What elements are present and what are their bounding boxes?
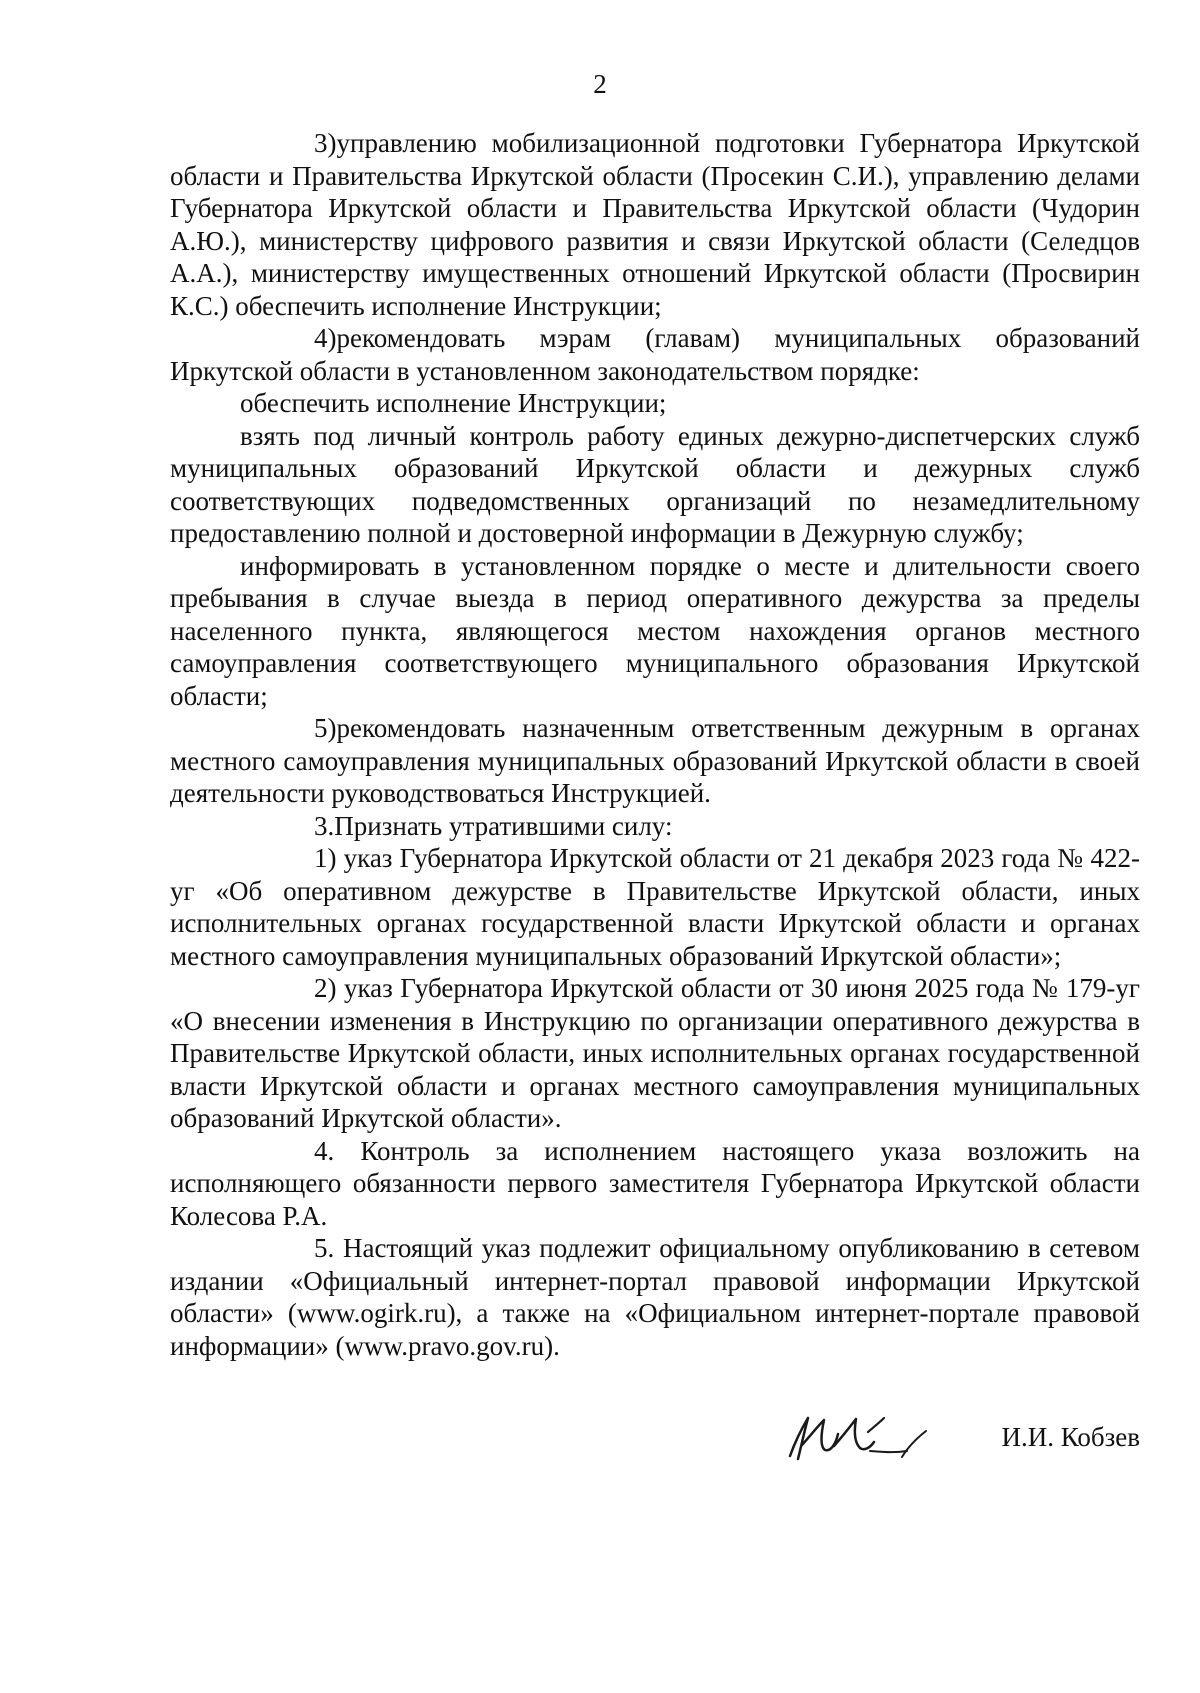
paragraph-text: рекомендовать назначенным ответственным дежурным в органах местного самоуправления муниципальных образований Иркутской области в своей деятельности руководствоваться Инструкцией. (170, 713, 1140, 808)
paragraph-marker: 3. (314, 810, 335, 841)
paragraph-text: Контроль за исполнением настоящего указа возложить на исполняющего обязанности первого заместителя Губернатора Иркутской области Колесова Р.А. (170, 1135, 1140, 1231)
paragraph-text: взять под личный контроль работу единых дежурно-диспетчерских служб муниципальных образований Иркутской области и дежурных служб соответствующих подведомственных организаций по незамедлительному предоставлению полной и достоверной информации в Дежурную службу; (170, 420, 1140, 548)
paragraph-ensure-execution (170, 387, 1140, 420)
paragraph-text: Настоящий указ подлежит официальному опубликованию в сетевом издании «Официальный интернет-портал правовой информации Иркутской области» (www.ogirk.ru), а также на «Официальном интернет-портале правовой информации» (www.pravo.gov.ru). (170, 1233, 1140, 1361)
paragraph-text: указ Губернатора Иркутской области от 21 декабря 2023 года № 422-уг «Об оперативном дежурстве в Правительстве Иркутской области, иных исполнительных органах государственной власти Иркутской области и органах местного самоуправления муниципальных образований Иркутской области»; (170, 843, 1140, 971)
paragraph-marker: 3) (314, 128, 337, 158)
paragraph-item-5 (170, 712, 1140, 810)
paragraph-section-4 (170, 1135, 1140, 1233)
paragraph-inform (170, 550, 1140, 713)
paragraph-marker: 4) (314, 323, 337, 353)
paragraph-marker: 1) (314, 843, 337, 873)
document-body (170, 127, 1140, 1362)
paragraph-text: указ Губернатора Иркутской области от 30 июня 2025 года № 179-уг «О внесении изменения в Инструкцию по организации оперативного дежурства в Правительстве Иркутской области, иных исполнительных органах государственной власти Иркутской области и органах местного самоуправления муниципальных образований Иркутской области». (170, 973, 1140, 1133)
paragraph-item-3 (170, 127, 1140, 322)
handwritten-signature (772, 1404, 942, 1474)
paragraph-text: обеспечить исполнение Инструкции; (240, 388, 667, 418)
paragraph-repeal-2 (170, 972, 1140, 1135)
signer-name: И.И. Кобзев (1001, 1422, 1140, 1452)
paragraph-marker: 5. (314, 1233, 335, 1263)
paragraph-text: информировать в установленном порядке о месте и длительности своего пребывания в случае выезда в период оперативного дежурства за пределы населенного пункта, являющегося местом нахождения органов местного самоуправления соответствующего муниципального образования Иркутской области; (170, 550, 1140, 711)
signature-block (0, 1404, 1200, 1484)
paragraph-marker: 2) (314, 973, 337, 1003)
paragraph-repeal-1 (170, 842, 1140, 972)
paragraph-item-4 (170, 322, 1140, 387)
paragraph-text: Признать утратившими силу: (334, 810, 673, 841)
paragraph-section-5 (170, 1232, 1140, 1362)
paragraph-marker: 4. (314, 1135, 335, 1166)
paragraph-marker: 5) (314, 713, 337, 743)
paragraph-personal-control (170, 420, 1140, 550)
page-number: 2 (593, 69, 607, 99)
paragraph-section-3 (170, 810, 1140, 843)
paragraph-text: рекомендовать мэрам (главам) муниципальных образований Иркутской области в установленном законодательством порядке: (170, 323, 1140, 386)
paragraph-text: управлению мобилизационной подготовки Губернатора Иркутской области и Правительства Иркутской области (Просекин С.И.), управлению делами Губернатора Иркутской области и Правительства Иркутской области (Чудорин А.Ю.), министерству цифрового развития и связи Иркутской области (Селедцов А.А.), министерству имущественных отношений Иркутской области (Просвирин К.С.) обеспечить исполнение Инструкции; (170, 128, 1140, 321)
